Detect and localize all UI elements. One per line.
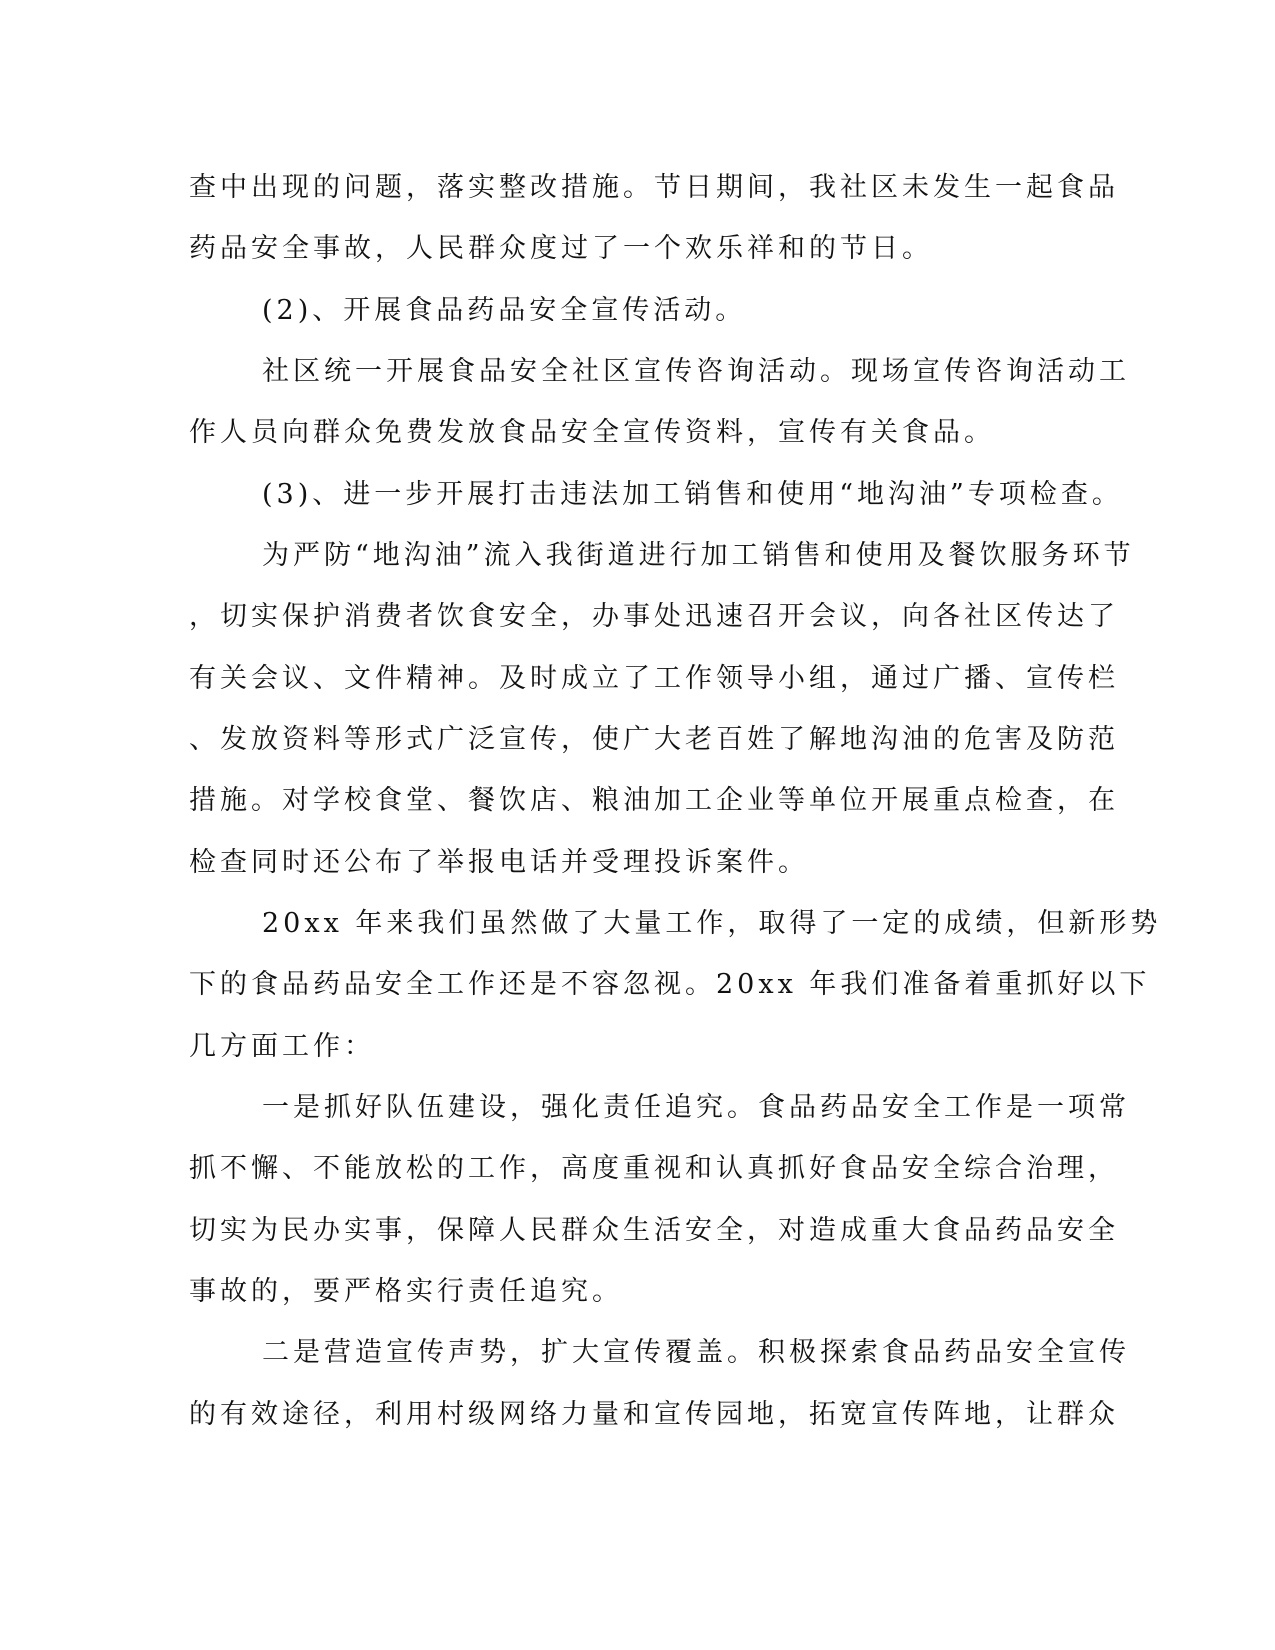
text-line: 几方面工作：	[189, 1031, 375, 1062]
text-line: 切实为民办实事，保障人民群众生活安全，对造成重大食品药品安全	[189, 1215, 1119, 1246]
text-line: 下的食品药品安全工作还是不容忽视。20xx 年我们准备着重抓好以下	[189, 969, 1151, 1000]
text-line: 、发放资料等形式广泛宣传，使广大老百姓了解地沟油的危害及防范	[189, 724, 1119, 755]
text-line: 为严防“地沟油”流入我街道进行加工销售和使用及餐饮服务环节	[262, 540, 1135, 571]
text-line: 药品安全事故，人民群众度过了一个欢乐祥和的节日。	[189, 233, 933, 264]
section-heading: (3)、进一步开展打击违法加工销售和使用“地沟油”专项检查。	[262, 479, 1123, 510]
text-line: 措施。对学校食堂、餐饮店、粮油加工企业等单位开展重点检查，在	[189, 785, 1119, 816]
text-line: 20xx 年来我们虽然做了大量工作，取得了一定的成绩，但新形势	[262, 908, 1162, 939]
section-heading: (2)、开展食品药品安全宣传活动。	[262, 295, 747, 326]
text-line: 二是营造宣传声势，扩大宣传覆盖。积极探索食品药品安全宣传	[262, 1337, 1130, 1368]
text-line: 有关会议、文件精神。及时成立了工作领导小组，通过广播、宣传栏	[189, 663, 1119, 694]
text-line: 社区统一开展食品安全社区宣传咨询活动。现场宣传咨询活动工	[262, 356, 1130, 387]
text-line: 查中出现的问题，落实整改措施。节日期间，我社区未发生一起食品	[189, 172, 1119, 203]
text-line: 抓不懈、不能放松的工作，高度重视和认真抓好食品安全综合治理，	[189, 1153, 1119, 1184]
text-line: 作人员向群众免费发放食品安全宣传资料，宣传有关食品。	[189, 417, 995, 448]
text-line: 一是抓好队伍建设，强化责任追究。食品药品安全工作是一项常	[262, 1092, 1130, 1123]
text-line: 的有效途径，利用村级网络力量和宣传园地，拓宽宣传阵地，让群众	[189, 1399, 1119, 1430]
text-line: ，切实保护消费者饮食安全，办事处迅速召开会议，向各社区传达了	[189, 601, 1119, 632]
text-line: 事故的，要严格实行责任追究。	[189, 1276, 623, 1307]
text-line: 检查同时还公布了举报电话并受理投诉案件。	[189, 847, 809, 878]
